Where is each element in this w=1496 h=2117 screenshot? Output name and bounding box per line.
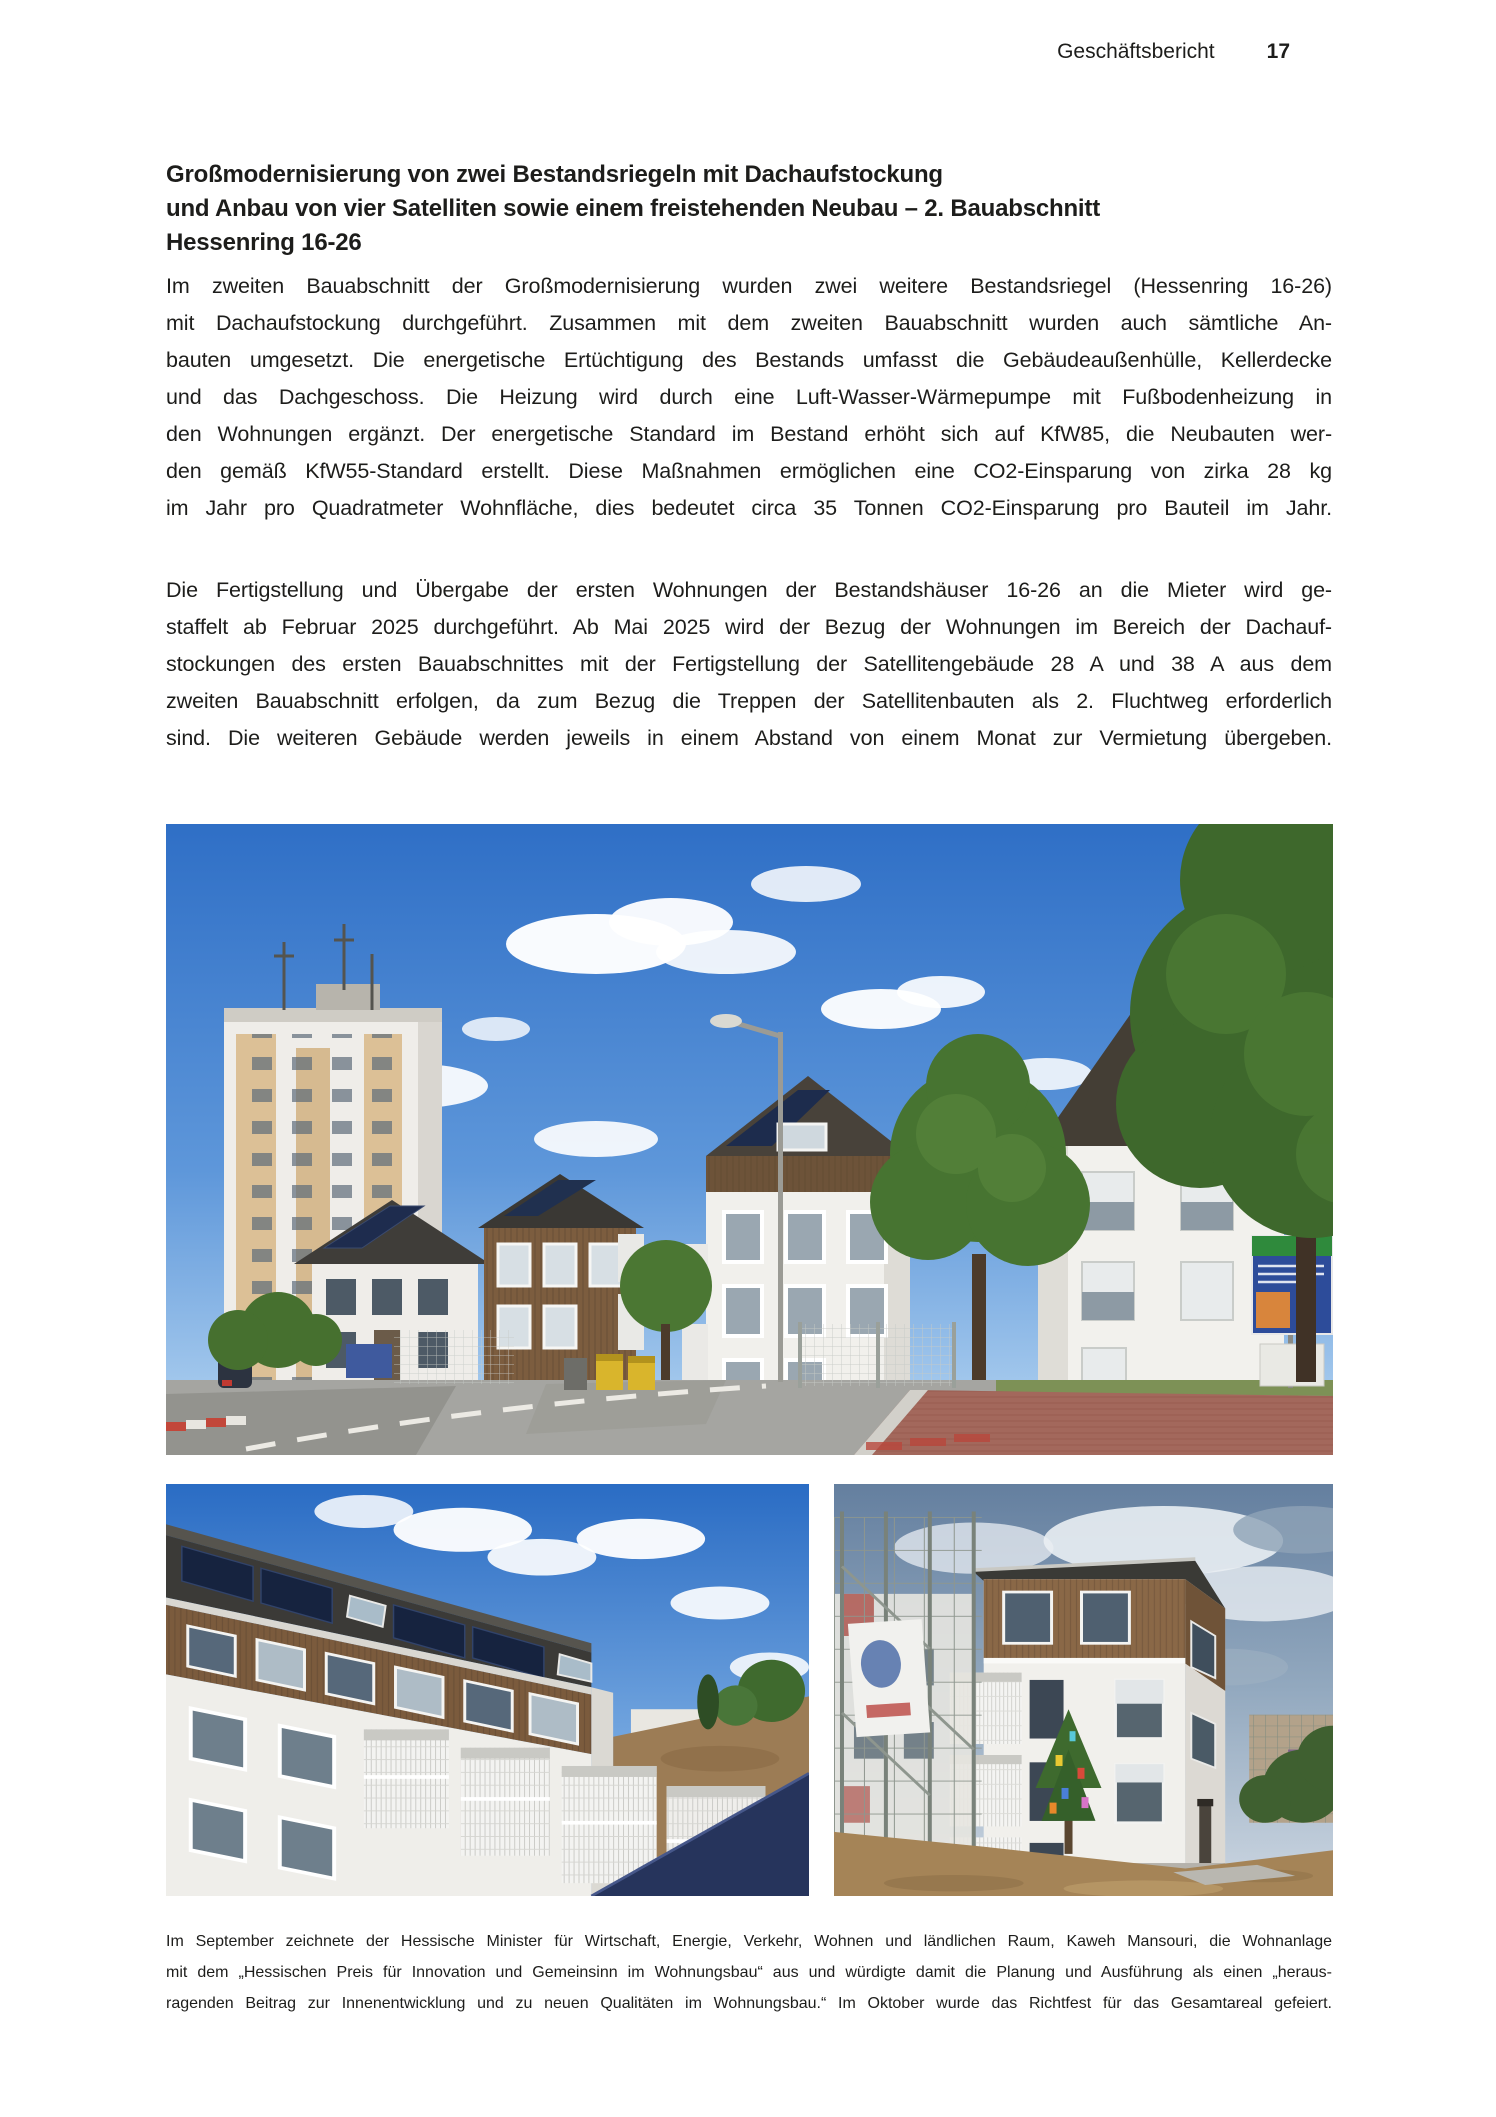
paragraph-line: den gemäß KfW55-Standard erstellt. Diese Maßnahmen ermöglichen eine CO2-Einsparung von zirka 28 kg	[166, 459, 1332, 483]
caption-line: Im September zeichnete der Hessische Minister für Wirtschaft, Energie, Verkehr, Wohnen und ländlichen Raum, Kaweh Mansouri, die Wohnanlage	[166, 1933, 1332, 1950]
heading-line: und Anbau von vier Satelliten sowie einem freistehenden Neubau – 2. Bauabschnitt	[166, 195, 1100, 222]
new-building	[950, 1557, 1225, 1876]
street-view-illustration	[166, 824, 1333, 1455]
paragraph-line: stockungen des ersten Bauabschnittes mit der Fertigstellung der Satellitengebäude 28 A und 38 A aus dem	[166, 652, 1332, 676]
paragraph-line: den Wohnungen ergänzt. Der energetische Standard im Bestand erhöht sich auf KfW85, die Neubauten wer-	[166, 422, 1332, 446]
paragraph-line: bauten umgesetzt. Die energetische Ertüchtigung des Bestands umfasst die Gebäudeaußenhülle, Kellerdecke	[166, 348, 1332, 372]
paragraph-line: und das Dachgeschoss. Die Heizung wird durch eine Luft-Wasser-Wärmepumpe mit Fußbodenheizung in	[166, 385, 1332, 409]
paragraph-line: sind. Die weiteren Gebäude werden jeweils in einem Abstand von einem Monat zur Vermietung übergeben.	[166, 726, 1332, 750]
banner	[848, 1619, 930, 1737]
balcony-building-illustration	[166, 1484, 809, 1896]
page-number: 17	[1266, 40, 1290, 63]
paragraph-line: Im zweiten Bauabschnitt der Großmodernisierung wurden zwei weitere Bestandsriegel (Hessenring 16-26)	[166, 274, 1332, 298]
bollard	[1197, 1799, 1213, 1863]
heading-line: Hessenring 16-26	[166, 229, 362, 256]
body-paragraph-2	[166, 572, 1332, 757]
caption-line: ragenden Beitrag zur Innenentwicklung und zu neuen Qualitäten im Wohnungsbau.“ Im Oktober wurde das Richtfest für das Gesamtareal gefeiert.	[166, 1995, 1332, 2012]
small-tree	[620, 1240, 712, 1332]
scaffolding	[834, 1511, 982, 1875]
street	[166, 1380, 1333, 1455]
site-sign	[1252, 1236, 1332, 1388]
photo-caption	[166, 1926, 1332, 2019]
waste-bins	[564, 1354, 655, 1390]
paragraph-line: im Jahr pro Quadratmeter Wohnfläche, dies bedeutet circa 35 Tonnen CO2-Einsparung pro Bauteil im Jahr.	[166, 496, 1332, 520]
heading-line: Großmodernisierung von zwei Bestandsriegeln mit Dachaufstockung	[166, 161, 943, 188]
paragraph-line: mit Dachaufstockung durchgeführt. Zusammen mit dem zweiten Bauabschnitt wurden auch sämtliche An-	[166, 311, 1332, 335]
running-title: Geschäftsbericht	[1057, 40, 1215, 63]
photo-balcony-building	[166, 1484, 809, 1896]
caption-line: mit dem „Hessischen Preis für Innovation und Gemeinsinn im Wohnungsbau“ aus und würdigte damit die Planung und Ausführung als einen „heraus-	[166, 1964, 1332, 1981]
paragraph-line: Die Fertigstellung und Übergabe der ersten Wohnungen der Bestandshäuser 16-26 an die Mieter wird ge-	[166, 578, 1332, 602]
page-header	[166, 40, 1290, 64]
photo-street-view	[166, 824, 1333, 1455]
construction-site-illustration	[834, 1484, 1333, 1896]
body-paragraph-1	[166, 268, 1332, 527]
paragraph-line: staffelt ab Februar 2025 durchgeführt. Ab Mai 2025 wird der Bezug der Wohnungen im Bereich der Dachauf-	[166, 615, 1332, 639]
photo-construction-site	[834, 1484, 1333, 1896]
article-heading	[166, 158, 1332, 260]
paragraph-line: zweiten Bauabschnitt erfolgen, da zum Bezug die Treppen der Satellitenbauten als 2. Fluchtweg erforderlich	[166, 689, 1332, 713]
